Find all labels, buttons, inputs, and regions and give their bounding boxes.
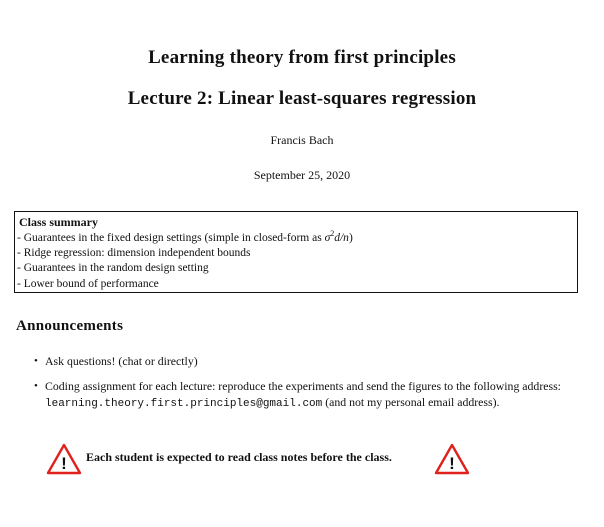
summary-item-fixed-design bbox=[17, 231, 577, 246]
warning-message: Each student is expected to read class notes before the class. bbox=[86, 450, 392, 464]
author-name: Francis Bach bbox=[270, 133, 334, 147]
announcement-text-suffix: (and not my personal email address). bbox=[322, 395, 500, 409]
class-summary-box bbox=[14, 211, 578, 293]
document-date: September 25, 2020 bbox=[253, 168, 351, 182]
summary-item-prefix: - bbox=[17, 232, 24, 244]
class-summary-list bbox=[17, 231, 577, 292]
warning-exclamation: ! bbox=[449, 454, 455, 473]
math-sigma: σ bbox=[324, 232, 331, 244]
warning-triangle-icon bbox=[46, 443, 82, 475]
summary-item-prefix: - bbox=[17, 247, 24, 260]
math-rest: d/n bbox=[334, 232, 349, 244]
warning-triangle-icon bbox=[434, 443, 470, 475]
summary-item-lower-bound bbox=[17, 277, 577, 292]
bullet-icon: • bbox=[34, 380, 38, 392]
summary-item-prefix: - bbox=[17, 277, 24, 290]
summary-item-close: ) bbox=[348, 232, 353, 244]
document-title: Learning theory from first principles bbox=[148, 47, 456, 68]
summary-item-text: Guarantees in the fixed design settings (simple in closed-form as bbox=[23, 232, 325, 244]
lecture-title: Lecture 2: Linear least-squares regression bbox=[127, 88, 477, 109]
announcement-text bbox=[45, 378, 590, 412]
summary-item-text: Lower bound of performance bbox=[23, 277, 159, 290]
class-summary-heading: Class summary bbox=[19, 215, 99, 229]
contact-email-link[interactable]: learning.theory.first.principles@gmail.com bbox=[45, 398, 323, 410]
summary-item-text: Ridge regression: dimension independent bounds bbox=[23, 247, 251, 260]
warning-exclamation: ! bbox=[61, 454, 67, 473]
announcements-heading: Announcements bbox=[16, 318, 124, 334]
summary-item-random-design bbox=[17, 261, 577, 276]
math-exponent: 2 bbox=[330, 229, 335, 238]
summary-item-prefix: - bbox=[17, 262, 24, 275]
bullet-icon: • bbox=[34, 355, 38, 367]
summary-item-ridge bbox=[17, 246, 577, 261]
announcement-text-prefix: Coding assignment for each lecture: reproduce the experiments and send the figures to the following address: bbox=[45, 379, 561, 393]
announcement-text: Ask questions! (chat or directly) bbox=[45, 354, 198, 368]
summary-item-math bbox=[324, 229, 349, 244]
summary-item-text: Guarantees in the random design setting bbox=[23, 262, 209, 275]
